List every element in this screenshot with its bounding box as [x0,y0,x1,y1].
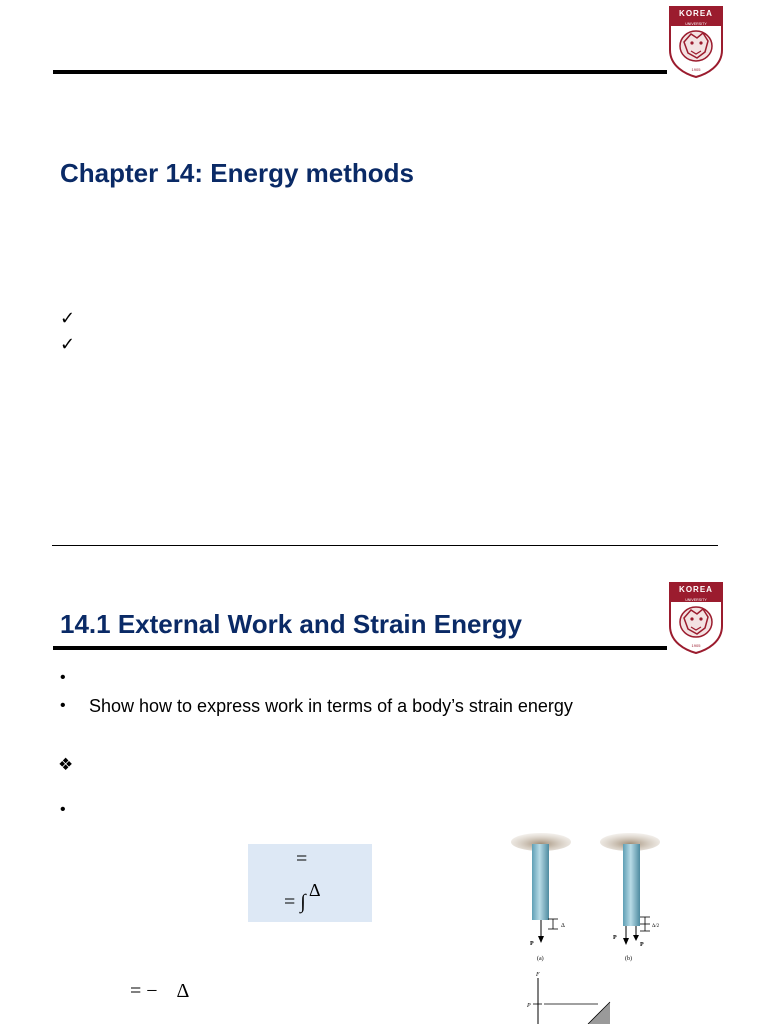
figure-label-b: (b) [625,956,632,962]
half-delta-label: Δ/2 [652,924,660,929]
bullet-marker: • [60,669,66,686]
diamond-bullet-icon: ❖ [58,755,74,775]
svg-text:1905: 1905 [691,643,701,648]
svg-text:KOREA: KOREA [679,585,713,594]
equation-box [248,844,372,922]
load-label: P [640,942,644,948]
axis-f-label: F [536,972,540,978]
delta-label: Δ [561,923,565,929]
check-icon: ✓ [60,334,76,355]
korea-university-logo [669,582,723,654]
slide-title: Chapter 14: Energy methods [60,158,414,188]
equation-line-2: = ∫ [284,891,306,913]
figure-label-a: (a) [537,956,544,962]
header-rule [53,646,667,650]
axis-p-label: P [527,1003,531,1009]
bullet-marker: • [60,697,66,714]
load-label: P [530,941,534,947]
header-rule [53,70,667,74]
bullet-marker: • [60,801,66,818]
work-equation: = − Δ [130,980,190,1002]
equation-line-1: = [296,848,308,870]
strain-energy-figure [500,826,680,1024]
bullet-text: Show how to express work in terms of a body’s strain energy [89,696,573,716]
svg-text:KOREA: KOREA [679,9,713,18]
integral-upper-limit: Δ [309,880,321,900]
check-icon: ✓ [60,308,76,329]
svg-text:UNIVERSITY: UNIVERSITY [685,22,707,27]
section-title: 14.1 External Work and Strain Energy [60,609,522,639]
load-label: P [613,935,617,941]
rod-diagram [500,826,680,1024]
korea-university-logo [669,6,723,78]
svg-text:1905: 1905 [691,67,701,72]
svg-text:UNIVERSITY: UNIVERSITY [685,598,707,603]
